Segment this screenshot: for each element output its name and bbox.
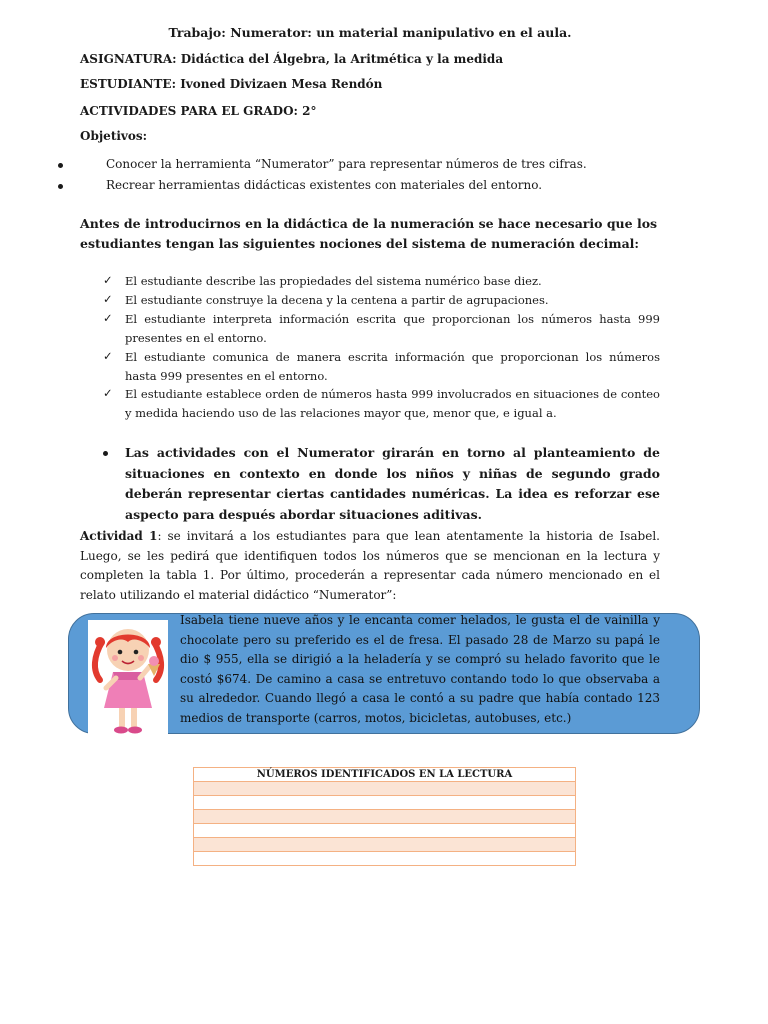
table-row [194, 810, 576, 824]
check-icon: ✓ [103, 273, 113, 287]
bullet-icon [58, 163, 63, 168]
check-icon: ✓ [103, 349, 113, 363]
check-icon: ✓ [103, 292, 113, 306]
table-cell[interactable] [194, 810, 576, 824]
actividad-1-text: : se invitará a los estudiantes para que lean atentamente la historia de Isabel. Luego, se les pedirá que identifiquen todos los números que se mencionan en la lectura y completen la tabla 1. Por último, procederán a representar cada número mencionado en el relato utilizando el material didáctico “Numerator”: [80, 529, 660, 602]
table-row [194, 796, 576, 810]
bullet-icon [103, 451, 108, 456]
table-cell[interactable] [194, 838, 576, 852]
objetivo-item: Conocer la herramienta “Numerator” para representar números de tres cifras. [106, 157, 587, 171]
table-row [194, 782, 576, 796]
numbers-table [193, 767, 576, 866]
actividad-1-paragraph [80, 527, 660, 605]
table-cell[interactable] [194, 796, 576, 810]
nocion-item: El estudiante construye la decena y la centena a partir de agrupaciones. [125, 293, 549, 307]
document-title: Trabajo: Numerator: un material manipulativo en el aula. [168, 25, 572, 40]
table-cell[interactable] [194, 824, 576, 838]
estudiante-line: ESTUDIANTE: Ivoned Divizaen Mesa Rendón [80, 77, 383, 91]
nocion-item: El estudiante establece orden de números hasta 999 involucrados en situaciones de conteo y medida haciendo uso de las relaciones mayor que, menor que, e igual a. [125, 387, 660, 420]
girl-illustration [88, 620, 168, 738]
intro-paragraph: Antes de introducirnos en la didáctica de la numeración se hace necesario que los estudiantes tengan las siguientes nociones del sistema de numeración decimal: [80, 216, 658, 251]
girl-icon [88, 620, 168, 738]
actividad-1-label: Actividad 1 [80, 529, 158, 543]
nocion-item: El estudiante describe las propiedades del sistema numérico base diez. [125, 274, 542, 288]
asignatura-line: ASIGNATURA: Didáctica del Álgebra, la Aritmética y la medida [80, 52, 504, 66]
story-text: Isabela tiene nueve años y le encanta comer helados, le gusta el de vainilla y chocolate pero su preferido es el de fresa. El pasado 28 de Marzo su papá le dio $ 955, ella se dirigió a la heladería y se compró su helado favorito que le costó $674. De camino a casa se entretuvo contando todo lo que observaba a su alrededor. Cuando llegó a casa le contó a su padre que había contado 123 medios de transporte (carros, motos, bicicletas, autobuses, etc.) [180, 613, 660, 725]
table-cell[interactable] [194, 852, 576, 866]
bullet-icon [58, 184, 63, 189]
table-header: NÚMEROS IDENTIFICADOS EN LA LECTURA [194, 768, 576, 782]
table-row [194, 852, 576, 866]
actividades-paragraph: Las actividades con el Numerator girarán en torno al planteamiento de situaciones en contexto en donde los niños y niñas de segundo grado deberán representar ciertas cantidades numéricas. La idea es reforzar ese aspecto para después abordar situaciones aditivas. [125, 445, 660, 522]
table-row [194, 838, 576, 852]
nocion-item: El estudiante interpreta información escrita que proporcionan los números hasta 999 presentes en el entorno. [125, 312, 660, 345]
objetivo-item: Recrear herramientas didácticas existentes con materiales del entorno. [106, 178, 543, 192]
check-icon: ✓ [103, 311, 113, 325]
table-cell[interactable] [194, 782, 576, 796]
objetivos-heading: Objetivos: [80, 129, 148, 143]
check-icon: ✓ [103, 386, 113, 400]
table-row [194, 824, 576, 838]
nocion-item: El estudiante comunica de manera escrita información que proporcionan los números hasta 999 presentes en el entorno. [125, 350, 660, 383]
grado-line: ACTIVIDADES PARA EL GRADO: 2° [80, 104, 317, 118]
